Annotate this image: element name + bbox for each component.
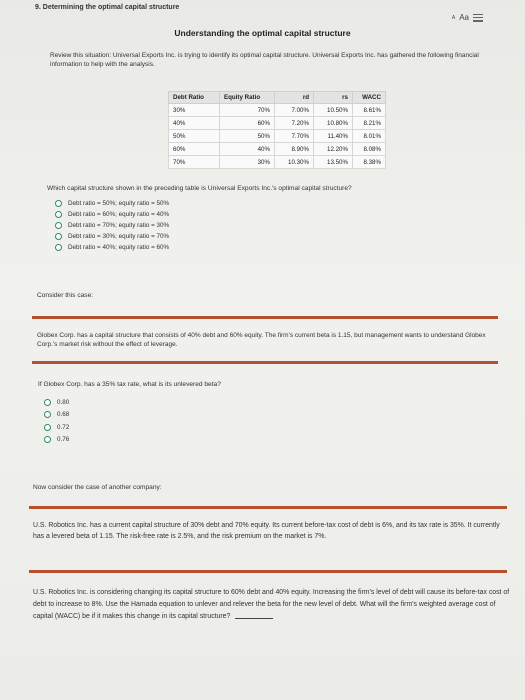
section-divider bbox=[29, 506, 507, 509]
table-cell: 60% bbox=[220, 117, 275, 130]
text-size-small[interactable]: A bbox=[451, 14, 456, 21]
table-cell: 7.70% bbox=[275, 130, 314, 143]
menu-icon[interactable] bbox=[473, 14, 483, 22]
table-cell: 10.80% bbox=[314, 117, 353, 130]
section-title: 9. Determining the optimal capital structure bbox=[35, 4, 180, 11]
section-divider bbox=[29, 570, 507, 573]
option-label[interactable]: 0.72 bbox=[57, 424, 70, 431]
col-header-debt-ratio: Debt Ratio bbox=[169, 92, 220, 104]
table-cell: 50% bbox=[220, 130, 275, 143]
text-size-control[interactable] bbox=[452, 13, 483, 22]
table-cell: 11.40% bbox=[314, 130, 353, 143]
radio-button[interactable] bbox=[55, 244, 62, 251]
table-cell: 13.50% bbox=[314, 156, 353, 169]
table-row bbox=[169, 104, 386, 117]
radio-button[interactable] bbox=[55, 222, 62, 229]
option-radio[interactable] bbox=[55, 222, 169, 229]
col-header-equity-ratio: Equity Ratio bbox=[220, 92, 275, 104]
option-radio[interactable] bbox=[55, 211, 169, 218]
option-label[interactable]: Debt ratio = 50%; equity ratio = 50% bbox=[68, 200, 170, 207]
table-cell: 8.61% bbox=[353, 104, 386, 117]
table-cell: 10.50% bbox=[314, 104, 353, 117]
radio-button[interactable] bbox=[55, 211, 62, 218]
table-cell: 8.90% bbox=[275, 143, 314, 156]
table-row bbox=[169, 156, 386, 169]
table-cell: 8.08% bbox=[353, 143, 386, 156]
table-cell: 60% bbox=[169, 143, 220, 156]
radio-button[interactable] bbox=[55, 233, 62, 240]
table-cell: 8.38% bbox=[353, 156, 386, 169]
table-cell: 8.21% bbox=[353, 117, 386, 130]
robotics-question-body: U.S. Robotics Inc. is considering changing its capital structure to 60% debt and 40% equity. Increasing the firm's level of debt will cause its before-tax cost of debt to increase to 8%. Use the Hamada equation to unlever and relever the beta for the new level of debt. What will the firm's weighted average cost of capital (WACC) be if it makes this change in its capital structure? bbox=[33, 589, 510, 620]
col-header-rd: rd bbox=[275, 92, 314, 104]
option-radio[interactable] bbox=[55, 244, 169, 251]
financial-table bbox=[168, 91, 386, 169]
table-row bbox=[169, 130, 386, 143]
table-cell: 7.00% bbox=[275, 104, 314, 117]
answer-blank[interactable] bbox=[235, 618, 273, 619]
table-cell: 7.20% bbox=[275, 117, 314, 130]
page-title: Understanding the optimal capital structure bbox=[174, 28, 351, 38]
option-label[interactable]: 0.80 bbox=[57, 399, 70, 406]
option-label[interactable]: Debt ratio = 60%; equity ratio = 40% bbox=[68, 211, 170, 218]
table-cell: 50% bbox=[169, 130, 220, 143]
globex-case-text: Globex Corp. has a capital structure that consists of 40% debt and 60% equity. The firm's current beta is 1.15, but management wants to understand Globex Corp.'s market risk without the effect of leverage. bbox=[37, 332, 486, 348]
option-radio[interactable] bbox=[55, 233, 169, 240]
option-label[interactable]: Debt ratio = 30%; equity ratio = 70% bbox=[68, 233, 170, 240]
option-label[interactable]: 0.76 bbox=[57, 436, 70, 443]
table-cell: 40% bbox=[220, 143, 275, 156]
table-row bbox=[169, 117, 386, 130]
option-radio[interactable] bbox=[44, 436, 69, 443]
option-label[interactable]: Debt ratio = 40%; equity ratio = 60% bbox=[68, 244, 170, 251]
table-cell: 30% bbox=[220, 156, 275, 169]
table-cell: 40% bbox=[169, 117, 220, 130]
section-divider bbox=[32, 316, 498, 319]
radio-button[interactable] bbox=[44, 411, 51, 418]
col-header-wacc: WACC bbox=[353, 92, 386, 104]
text-size-large[interactable]: Aa bbox=[459, 13, 469, 22]
col-header-rs: rs bbox=[314, 92, 353, 104]
radio-button[interactable] bbox=[44, 424, 51, 431]
radio-button[interactable] bbox=[44, 436, 51, 443]
consider-another-label: Now consider the case of another company: bbox=[33, 484, 162, 491]
consider-case-label: Consider this case: bbox=[37, 292, 94, 299]
table-header-row bbox=[169, 92, 386, 104]
radio-button[interactable] bbox=[55, 200, 62, 207]
table-cell: 10.30% bbox=[275, 156, 314, 169]
table-cell: 12.20% bbox=[314, 143, 353, 156]
radio-button[interactable] bbox=[44, 399, 51, 406]
question-unlevered-beta: If Globex Corp. has a 35% tax rate, what is its unlevered beta? bbox=[38, 381, 221, 388]
table-cell: 8.01% bbox=[353, 130, 386, 143]
option-radio[interactable] bbox=[55, 200, 169, 207]
option-radio[interactable] bbox=[44, 411, 69, 418]
question-optimal-structure: Which capital structure shown in the preceding table is Universal Exports Inc.'s optimal capital structure? bbox=[47, 185, 352, 192]
robotics-case-text: U.S. Robotics Inc. has a current capital structure of 30% debt and 70% equity. Its current before-tax cost of debt is 6%, and its tax rate is 35%. It currently has a levered beta of 1.15. The risk-free rate is 2.5%, and the risk premium on the market is 7%. bbox=[33, 522, 500, 540]
table-row bbox=[169, 143, 386, 156]
section-divider bbox=[32, 361, 498, 364]
table-cell: 70% bbox=[169, 156, 220, 169]
option-label[interactable]: Debt ratio = 70%; equity ratio = 30% bbox=[68, 222, 170, 229]
option-label[interactable]: 0.68 bbox=[57, 411, 70, 418]
intro-text: Review this situation: Universal Exports Inc. is trying to identify its optimal capital structure. Universal Exports Inc. has gathered the following financial information to help with the analysis. bbox=[50, 52, 479, 68]
option-radio[interactable] bbox=[44, 399, 69, 406]
table-cell: 30% bbox=[169, 104, 220, 117]
robotics-question-text bbox=[33, 587, 513, 623]
option-radio[interactable] bbox=[44, 424, 69, 431]
table-cell: 70% bbox=[220, 104, 275, 117]
